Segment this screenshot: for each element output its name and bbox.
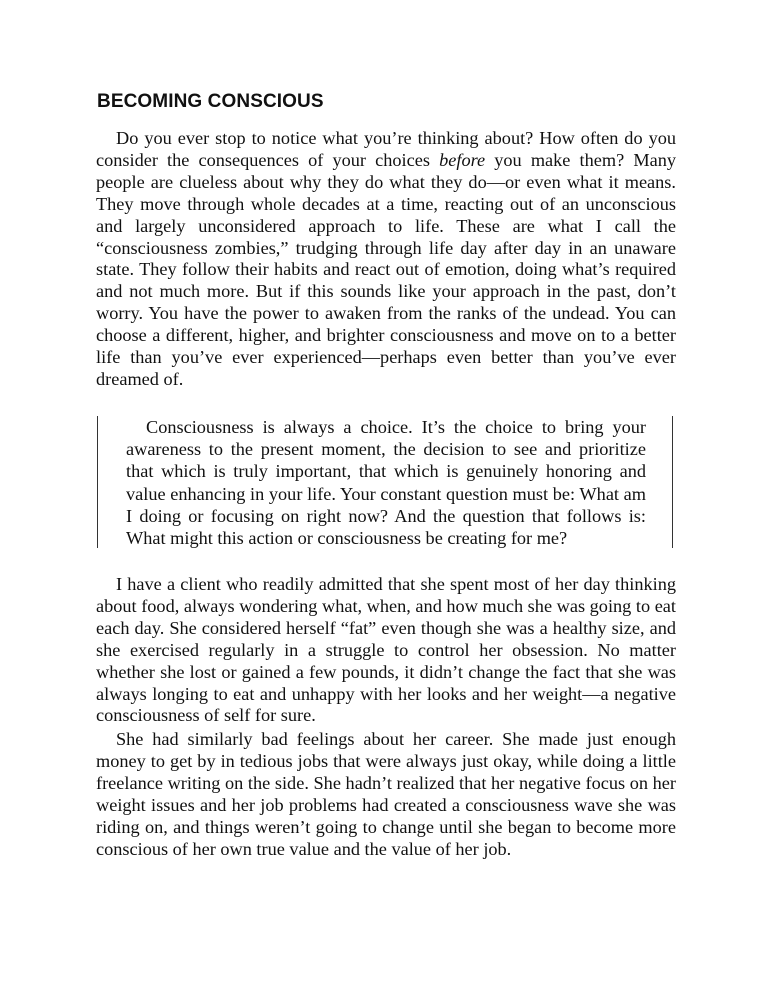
quote-right-rule xyxy=(672,416,673,548)
paragraph-intro-part1: Do you ever stop to notice what you’re thinking about? How often do you consider the consequences of your choices xyxy=(96,128,676,170)
paragraph-career: She had similarly bad feelings about her career. She made just enough money to get by in tedious jobs that were always just okay, while doing a little freelance writing on the side. She hadn’t realized that her negative focus on her weight issues and her job problems had created a consciousness wave she was riding on, and things weren’t going to change until she began to become more conscious of her own true value and the value of her job. xyxy=(96,729,676,859)
quote-left-rule xyxy=(97,416,98,548)
paragraph-intro xyxy=(96,128,676,391)
pull-quote-box xyxy=(97,416,673,548)
paragraph-intro-italic: before xyxy=(439,149,486,170)
section-heading: BECOMING CONSCIOUS xyxy=(97,91,324,112)
paragraph-client: I have a client who readily admitted that she spent most of her day thinking about food, always wondering what, when, and how much she was going to eat each day. She considered herself “fat” even though she was a healthy size, and she exercised regularly in a struggle to control her obsession. No matter whether she lost or gained a few pounds, it didn’t change the fact that she was always longing to eat and unhappy with her looks and her weight—a negative consciousness of self for sure. xyxy=(96,574,676,726)
paragraph-intro-part2: you make them? Many people are clueless about why they do what they do—or even what it means. They move through whole decades at a time, reacting out of an unconscious and largely unconsidered approach to life. These are what I call the “consciousness zombies,” trudging through life day after day in an unaware state. They follow their habits and react out of emotion, doing what’s required and not much more. But if this sounds like your approach in the past, don’t worry. You have the power to awaken from the ranks of the undead. You can choose a different, higher, and brighter consciousness and move on to a better life than you’ve ever experienced—perhaps even better than you’ve ever dreamed of. xyxy=(96,149,676,389)
pull-quote-text: Consciousness is always a choice. It’s the choice to bring your awareness to the present moment, the decision to see and prioritize that which is truly important, that which is genuinely honoring and value enhancing in your life. Your constant question must be: What am I doing or focusing on right now? And the question that follows is: What might this action or consciousness be creating for me? xyxy=(126,417,646,549)
